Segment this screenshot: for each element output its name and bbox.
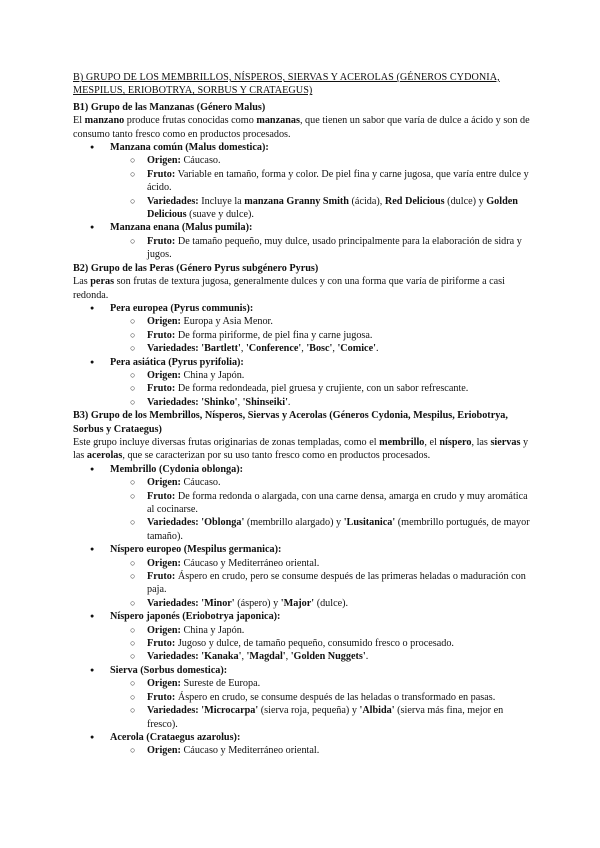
section-b3 — [73, 409, 533, 758]
list-item — [73, 356, 533, 410]
section-intro: El manzano produce frutas conocidas como manzanas, que tienen un sabor que varía de dulce a ácido y son de consumo tanto fresco como en productos procesados. — [73, 115, 530, 140]
list-item — [73, 543, 533, 610]
list-item — [73, 664, 533, 731]
sub-item: ○ Fruto: Áspero en crudo, pero se consume después de las primeras heladas o maduración con paja. — [110, 570, 533, 597]
item-label: ● Pera asiática (Pyrus pyrifolia): — [110, 357, 244, 368]
sub-item: ○ Fruto: Variable en tamaño, forma y color. De piel fina y carne jugosa, que varía entre dulce y ácido. — [110, 168, 533, 195]
sub-list — [110, 235, 533, 262]
sub-item: ○ Variedades: 'Kanaka', 'Magdal', 'Golden Nuggets'. — [110, 650, 533, 663]
item-label: ● Manzana enana (Malus pumila): — [110, 222, 252, 233]
sub-item: ○ Variedades: 'Microcarpa' (sierva roja, pequeña) y 'Albida' (sierva más fina, mejor en fresco). — [110, 704, 533, 731]
section-heading: B3) Grupo de los Membrillos, Nísperos, Siervas y Acerolas (Géneros Cydonia, Mespilus, Eriobotrya, Sorbus y Crataegus) — [73, 410, 508, 435]
item-label: ● Membrillo (Cydonia oblonga): — [110, 464, 243, 475]
section-heading: B2) Grupo de las Peras (Género Pyrus subgénero Pyrus) — [73, 262, 319, 274]
item-list — [73, 302, 533, 409]
document-title: B) GRUPO DE LOS MEMBRILLOS, NÍSPEROS, SIERVAS Y ACEROLAS (GÉNEROS CYDONIA, MESPILUS, ERIOBOTRYA, SORBUS Y CRATAEGUS) — [73, 72, 500, 97]
item-label: ● Manzana común (Malus domestica): — [110, 142, 269, 153]
item-label: ● Sierva (Sorbus domestica): — [110, 665, 227, 676]
sub-list — [110, 476, 533, 543]
sub-item: ○ Origen: Sureste de Europa. — [110, 677, 533, 690]
sub-item: ○ Fruto: Áspero en crudo, se consume después de las heladas o transformado en pasas. — [110, 691, 533, 704]
sub-item: ○ Fruto: De forma redondeada, piel gruesa y crujiente, con un sabor refrescante. — [110, 382, 533, 395]
list-item — [73, 463, 533, 543]
sub-item: ○ Origen: Cáucaso. — [110, 476, 533, 489]
section-b2 — [73, 262, 533, 409]
list-item — [73, 731, 533, 758]
section-b1 — [73, 101, 533, 262]
sub-item: ○ Fruto: Jugoso y dulce, de tamaño pequeño, consumido fresco o procesado. — [110, 637, 533, 650]
list-item — [73, 141, 533, 221]
sub-item: ○ Origen: China y Japón. — [110, 369, 533, 382]
sub-list — [110, 557, 533, 611]
sub-item: ○ Fruto: De forma redonda o alargada, con una carne densa, amarga en crudo y muy aromática al cocinarse. — [110, 490, 533, 517]
sub-list — [110, 744, 533, 757]
sub-item: ○ Variedades: 'Oblonga' (membrillo alargado) y 'Lusitanica' (membrillo portugués, de mayor tamaño). — [110, 516, 533, 543]
sub-item: ○ Variedades: 'Minor' (áspero) y 'Major' (dulce). — [110, 597, 533, 610]
section-heading: B1) Grupo de las Manzanas (Género Malus) — [73, 101, 266, 113]
sub-item: ○ Fruto: De forma piriforme, de piel fina y carne jugosa. — [110, 329, 533, 342]
sub-item: ○ Variedades: Incluye la manzana Granny Smith (ácida), Red Delicious (dulce) y Golden Delicious (suave y dulce). — [110, 195, 533, 222]
sub-item: ○ Origen: Cáucaso y Mediterráneo oriental. — [110, 744, 533, 757]
sub-item: ○ Origen: Cáucaso. — [110, 154, 533, 167]
sub-list — [110, 624, 533, 664]
list-item — [73, 221, 533, 261]
sub-item: ○ Variedades: 'Shinko', 'Shinseiki'. — [110, 396, 533, 409]
section-intro: Las peras son frutas de textura jugosa, generalmente dulces y con una forma que varía de piriforme a casi redonda. — [73, 276, 505, 301]
sub-list — [110, 154, 533, 221]
sub-list — [110, 677, 533, 731]
section-intro: Este grupo incluye diversas frutas originarias de zonas templadas, como el membrillo, el níspero, las siervas y las acerolas, que se caracterizan por su uso tanto fresco como en productos procesados. — [73, 436, 529, 462]
sub-list — [110, 369, 533, 409]
item-list — [73, 141, 533, 262]
sub-item: ○ Origen: China y Japón. — [110, 624, 533, 637]
item-label: ● Acerola (Crataegus azarolus): — [110, 732, 240, 743]
list-item — [73, 302, 533, 356]
item-label: ● Pera europea (Pyrus communis): — [110, 303, 253, 314]
item-label: ● Níspero europeo (Mespilus germanica): — [110, 544, 281, 555]
document-page — [73, 71, 533, 758]
sub-item: ○ Origen: Cáucaso y Mediterráneo oriental. — [110, 557, 533, 570]
sub-list — [110, 315, 533, 355]
sub-item: ○ Fruto: De tamaño pequeño, muy dulce, usado principalmente para la elaboración de sidra y jugos. — [110, 235, 533, 262]
list-item — [73, 610, 533, 664]
sub-item: ○ Variedades: 'Bartlett', 'Conference', 'Bosc', 'Comice'. — [110, 342, 533, 355]
sub-item: ○ Origen: Europa y Asia Menor. — [110, 315, 533, 328]
item-label: ● Níspero japonés (Eriobotrya japonica): — [110, 611, 280, 622]
item-list — [73, 463, 533, 758]
